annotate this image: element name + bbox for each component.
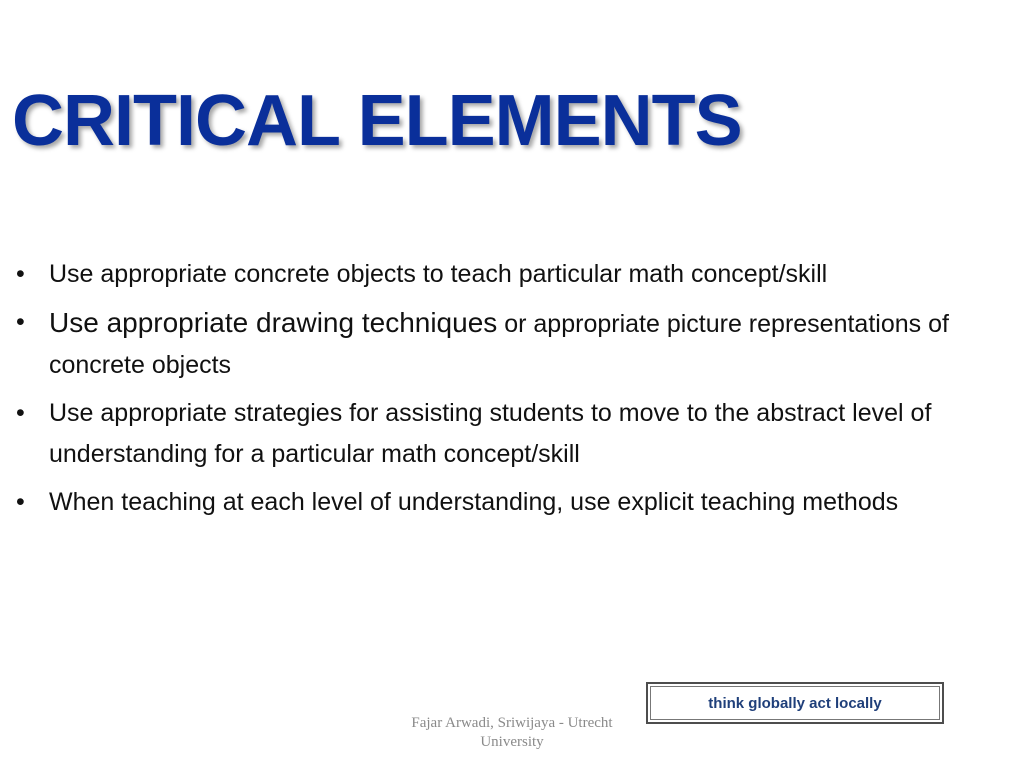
bullet-item-4: [16, 482, 996, 523]
bullet-item-2: [16, 302, 996, 386]
bullet-list: [16, 254, 996, 530]
bullet-item-1: [16, 254, 996, 295]
bullet-text-4: When teaching at each level of understanding, use explicit teaching methods: [49, 488, 899, 516]
bullet-marker: •: [16, 260, 25, 288]
bullet-item-3: [16, 393, 996, 475]
bullet-marker: •: [16, 488, 25, 516]
footer-credit: Fajar Arwadi, Sriwijaya - Utrecht University: [411, 715, 613, 750]
bullet-marker: •: [16, 399, 25, 427]
bullet-text-2: or appropriate picture representations of concrete objects: [49, 310, 949, 379]
bullet-text-2-emphasis: Use appropriate drawing techniques: [49, 307, 498, 338]
slogan-text: think globally act locally: [650, 686, 940, 720]
bullet-text-3: Use appropriate strategies for assisting students to move to the abstract level of understanding for a particular math concept/skill: [49, 399, 932, 468]
slide-title: CRITICAL ELEMENTS: [12, 81, 742, 161]
slogan-box: [646, 682, 944, 724]
bullet-text-1: Use appropriate concrete objects to teach particular math concept/skill: [49, 260, 828, 288]
bullet-marker: •: [16, 308, 25, 336]
